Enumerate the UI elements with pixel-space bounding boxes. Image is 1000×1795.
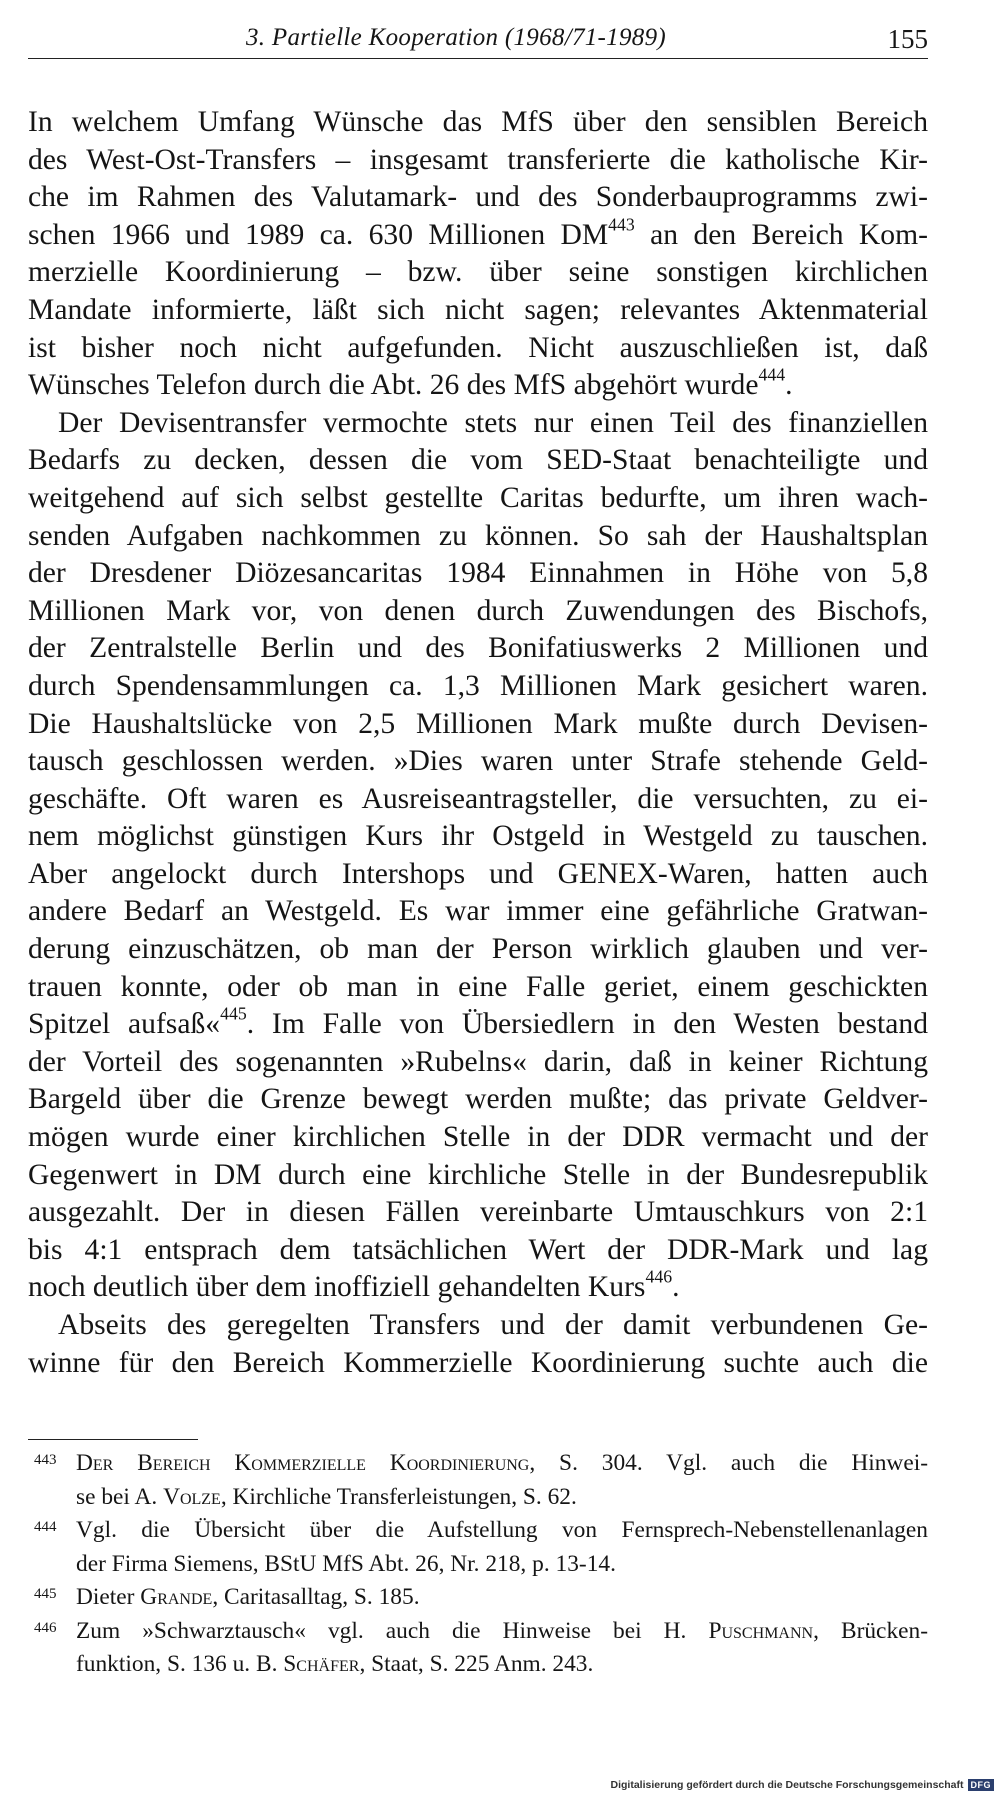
- text-line: [28, 743, 928, 781]
- digitization-credit: [611, 1779, 994, 1791]
- text-line-content: ausgezahlt. Der in diesen Fällen vereinbarte Umtauschkurs von 2:1: [28, 1196, 928, 1229]
- footnote-rule: [28, 1439, 198, 1440]
- text-line-content: des West-Ost-Transfers – insgesamt transferierte die katholische Kir-: [28, 143, 928, 176]
- footnote-line: [76, 1648, 928, 1682]
- text-line: [28, 292, 928, 330]
- text-line-content: derung einzuschätzen, ob man der Person wirklich glauben und ver-: [28, 933, 928, 966]
- text-line: [28, 1269, 928, 1307]
- text-line-content: Der Devisentransfer vermochte stets nur einen Teil des finanziellen: [58, 406, 928, 439]
- text-line-content: Wünsches Telefon durch die Abt. 26 des MfS abgehört wurde: [28, 369, 759, 402]
- text-line: [28, 931, 928, 969]
- text-line: [28, 593, 928, 631]
- footnote: [28, 1447, 928, 1514]
- footnote-text: , S. 304. Vgl. auch die Hinwei-: [529, 1450, 928, 1476]
- text-line: [28, 480, 928, 518]
- text-line-content: Die Haushaltslücke von 2,5 Millionen Mark mußte durch Devisen-: [28, 707, 928, 740]
- text-line-content: der Zentralstelle Berlin und des Bonifatiuswerks 2 Millionen und: [28, 632, 928, 665]
- text-line-content: weitgehend auf sich selbst gestellte Caritas bedurfte, um ihren wach-: [28, 481, 928, 514]
- text-line-content: mögen wurde einer kirchlichen Stelle in der DDR vermacht und der: [28, 1121, 928, 1154]
- footnote-text: se bei A.: [76, 1483, 164, 1510]
- footnote-text: , Brücken-: [813, 1617, 928, 1644]
- text-line: [28, 364, 928, 405]
- author-name: Volze: [163, 1483, 221, 1510]
- footnote-number: 445: [34, 1586, 57, 1602]
- text-line-continuation: . Im Falle von Übersiedlern in den Westen bestand: [246, 1008, 929, 1041]
- text-line: [28, 1081, 928, 1119]
- footnote-text: , Kirchliche Transferleistungen, S. 62.: [220, 1483, 577, 1510]
- text-line-content: nem möglichst günstigen Kurs ihr Ostgeld in Westgeld zu tauschen.: [28, 820, 928, 853]
- text-line-content: durch Spendensammlungen ca. 1,3 Millionen Mark gesichert waren.: [28, 669, 928, 702]
- author-name: Der Bereich Kommerzielle Koordinierung: [76, 1450, 530, 1476]
- text-line: [28, 214, 928, 255]
- text-line: [28, 1345, 928, 1383]
- text-line: [28, 179, 928, 217]
- text-line: [28, 630, 928, 668]
- text-line-content: Millionen Mark vor, von denen durch Zuwendungen des Bischofs,: [28, 594, 928, 627]
- footnote-marker: 446: [645, 1267, 673, 1288]
- text-line: [28, 893, 928, 931]
- author-name: Grande: [140, 1584, 213, 1610]
- author-name: Puschmann: [708, 1617, 814, 1644]
- footnote-marker: 443: [608, 214, 635, 235]
- text-line: [28, 442, 928, 480]
- text-line: [28, 1194, 928, 1232]
- text-line: [28, 818, 928, 856]
- text-line: [28, 1119, 928, 1157]
- text-line: [28, 330, 928, 368]
- text-line-content: winne für den Bereich Kommerzielle Koordinierung suchte auch die: [28, 1346, 928, 1379]
- footnote: [28, 1581, 928, 1615]
- footnote-line: [76, 1481, 928, 1515]
- footnote: [28, 1514, 928, 1581]
- text-line-content: der Vorteil des sogenannten »Rubelns« darin, daß in keiner Richtung: [28, 1045, 928, 1078]
- footnote-line: [76, 1548, 928, 1582]
- text-line: [28, 969, 928, 1007]
- footnote-line: [76, 1581, 928, 1615]
- text-line-content: noch deutlich über dem inoffiziell gehandelten Kurs: [28, 1271, 646, 1304]
- text-line: [28, 142, 928, 180]
- text-line: [28, 1307, 928, 1345]
- footnote-number: 444: [34, 1519, 57, 1535]
- author-name: Schäfer: [283, 1651, 360, 1677]
- footnote-text: der Firma Siemens, BStU MfS Abt. 26, Nr. 218, p. 13-14.: [76, 1550, 616, 1577]
- footnote-text: funktion, S. 136 u. B.: [76, 1651, 284, 1677]
- footnote-line: [76, 1615, 928, 1649]
- text-line: [28, 1157, 928, 1195]
- footnote: [28, 1615, 928, 1682]
- footnote-line: [76, 1514, 928, 1548]
- text-line-content: ist bisher noch nicht aufgefunden. Nicht auszuschließen ist, daß: [28, 331, 928, 364]
- footnote-line: [76, 1447, 928, 1481]
- text-line: [28, 1232, 928, 1270]
- text-line-content: geschäfte. Oft waren es Ausreiseantragsteller, die versuchten, zu ei-: [28, 782, 928, 815]
- footnote-text: Dieter: [76, 1584, 141, 1610]
- footnotes: [28, 1447, 928, 1682]
- text-line: [28, 405, 928, 443]
- text-line-content: tausch geschlossen werden. »Dies waren unter Strafe stehende Geld-: [28, 745, 928, 778]
- running-title: 3. Partielle Kooperation (1968/71-1989): [246, 24, 666, 51]
- credit-text: Digitalisierung gefördert durch die Deutsche Forschungsgemeinschaft: [610, 1779, 964, 1791]
- text-line-content: der Dresdener Diözesancaritas 1984 Einnahmen in Höhe von 5,8: [28, 557, 928, 590]
- text-line-continuation: an den Bereich Kom-: [634, 218, 928, 251]
- text-line-content: Mandate informierte, läßt sich nicht sagen; relevantes Aktenmaterial: [28, 293, 928, 326]
- text-line-content: merzielle Koordinierung – bzw. über seine sonstigen kirchlichen: [28, 256, 928, 289]
- text-line-content: Abseits des geregelten Transfers und der damit verbundenen Ge-: [58, 1309, 928, 1341]
- text-line-content: Bedarfs zu decken, dessen die vom SED-Staat benachteiligte und: [28, 444, 928, 477]
- text-line-content: In welchem Umfang Wünsche das MfS über den sensiblen Bereich: [28, 106, 928, 138]
- footnote-text: Zum »Schwarztausch« vgl. auch die Hinweise bei H.: [76, 1617, 709, 1644]
- text-line-content: schen 1966 und 1989 ca. 630 Millionen DM: [28, 218, 609, 251]
- text-line: [28, 856, 928, 894]
- text-line-content: trauen konnte, oder ob man in eine Falle geriet, einem geschickten: [28, 970, 928, 1003]
- page-number: 155: [887, 24, 928, 54]
- footnote-text: , Caritasalltag, S. 185.: [212, 1584, 420, 1610]
- text-line-content: Gegenwert in DM durch eine kirchliche Stelle in der Bundesrepublik: [28, 1158, 928, 1191]
- text-line-content: bis 4:1 entsprach dem tatsächlichen Wert der DDR-Mark und lag: [28, 1233, 928, 1266]
- footnote-text: Vgl. die Übersicht über die Aufstellung von Fernsprech-Nebenstellenanlagen: [76, 1517, 928, 1543]
- text-line-content: che im Rahmen des Valutamark- und des Sonderbauprogramms zwi-: [28, 181, 928, 214]
- text-line: [28, 104, 928, 142]
- text-line: [28, 1044, 928, 1082]
- text-line: [28, 668, 928, 706]
- text-line-content: Aber angelockt durch Intershops und GENEX-Waren, hatten auch: [28, 857, 928, 890]
- footnote-number: 446: [34, 1619, 57, 1636]
- text-line-content: senden Aufgaben nachkommen zu können. So sah der Haushaltsplan: [28, 519, 928, 552]
- text-line: [28, 254, 928, 292]
- text-line: [28, 1003, 929, 1044]
- text-line: [28, 781, 928, 819]
- footnote-marker: 444: [758, 364, 786, 385]
- page-header: [28, 22, 928, 59]
- text-line-continuation: .: [785, 369, 793, 402]
- dfg-logo: DFG: [968, 1779, 995, 1791]
- text-line-content: Spitzel aufsaß«: [28, 1008, 221, 1041]
- footnote-text: , Staat, S. 225 Anm. 243.: [359, 1651, 594, 1677]
- text-line-content: andere Bedarf an Westgeld. Es war immer eine gefährliche Gratwan-: [28, 895, 928, 928]
- text-line: [28, 518, 928, 556]
- footnote-number: 443: [34, 1452, 57, 1468]
- body-text: [28, 104, 928, 1382]
- footnote-marker: 445: [220, 1003, 247, 1024]
- text-line: [28, 555, 928, 593]
- text-line-content: Bargeld über die Grenze bewegt werden mußte; das private Geldver-: [28, 1083, 928, 1116]
- text-line-continuation: .: [672, 1271, 680, 1304]
- text-line: [28, 706, 928, 744]
